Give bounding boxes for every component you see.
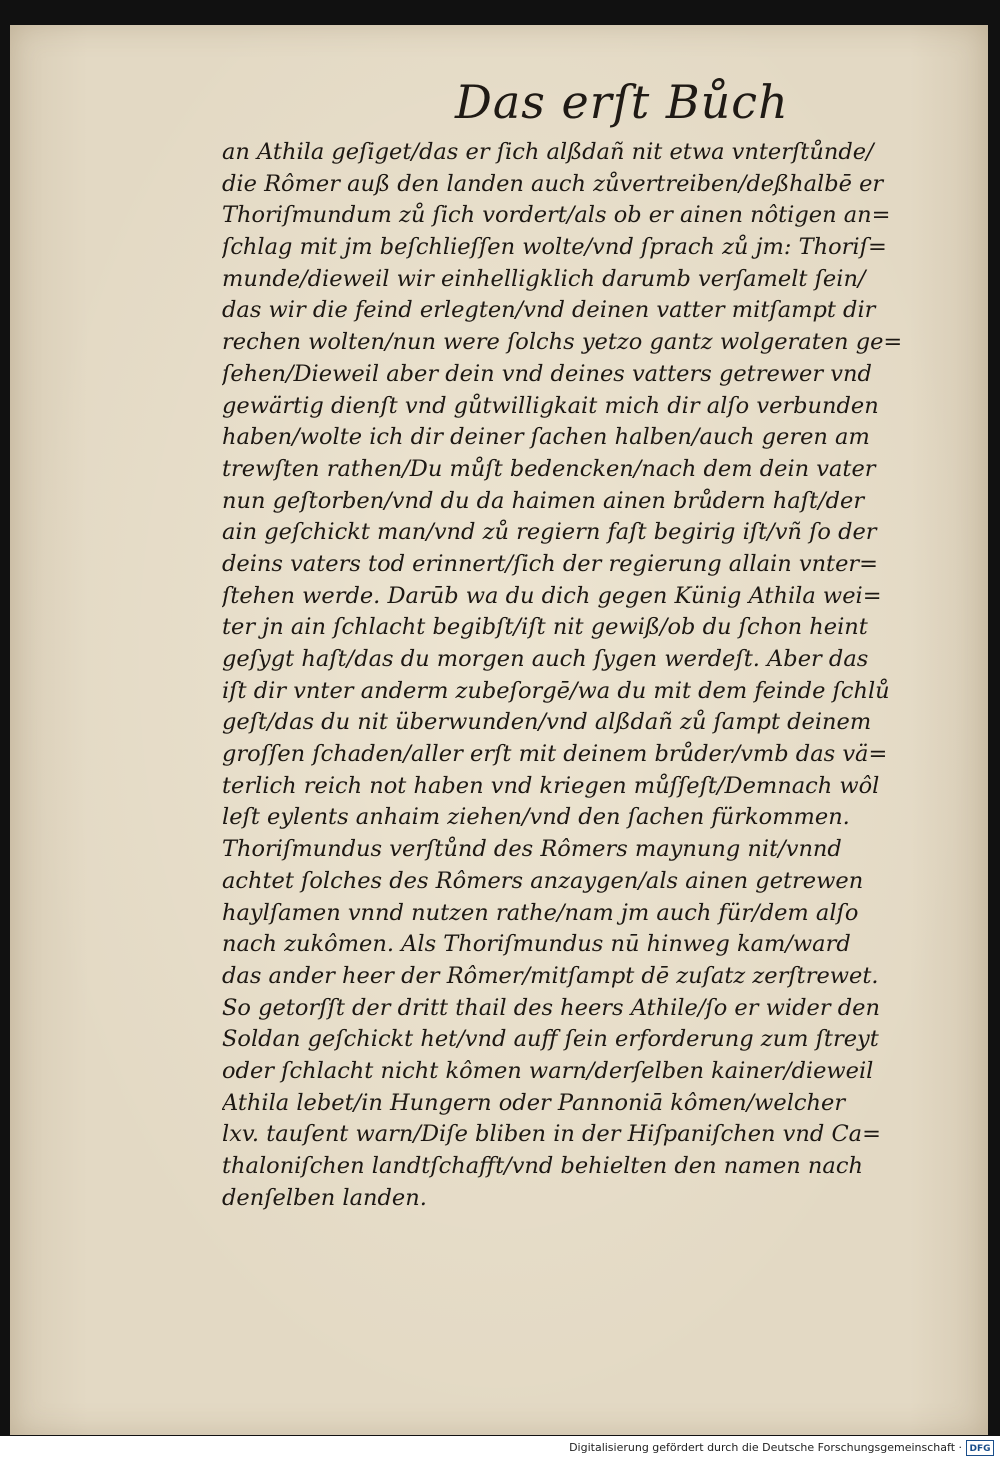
text-line: So getorſſt der dritt thail des heers Athile/ſo er wider den <box>222 994 880 1021</box>
text-line: haylſamen vnnd nutzen rathe/nam jm auch für/dem alſo <box>222 899 859 926</box>
text-line: Thoriſmundum zů ſich vordert/als ob er ainen nôtigen an= <box>222 202 891 229</box>
bleed-through-text <box>770 83 980 143</box>
text-line: an Athila geſiget/das er ſich alßdañ nit etwa vnterſtůnde/ <box>222 139 874 165</box>
text-line: nach zukômen. Als Thoriſmundus nū hinweg kam/ward <box>222 931 851 958</box>
text-line: denſelben landen. <box>222 1184 427 1211</box>
text-line: geſt/das du nit überwunden/vnd alßdañ zů ſampt deinem <box>222 709 872 736</box>
text-line: das wir die feind erlegten/vnd deinen vatter mitſampt dir <box>222 297 876 324</box>
text-line: das ander heer der Rômer/mitſampt dē zuſatz zerſtrewet. <box>222 962 879 989</box>
text-line: lxv. tauſent warn/Diſe bliben in der Hiſpaniſchen vnd Ca= <box>222 1121 881 1148</box>
text-line: nun geſtorben/vnd du da haimen ainen brůdern haſt/der <box>222 487 865 514</box>
text-line: ſchlag mit jm beſchlieſſen wolte/vnd ſprach zů jm: Thoriſ= <box>222 234 887 261</box>
text-line: ſtehen werde. Darūb wa du dich gegen Künig Athila wei= <box>222 582 882 609</box>
text-line: iſt dir vnter anderm zubeſorgē/wa du mit dem feinde ſchlů <box>222 677 890 704</box>
text-line: die Rômer auß den landen auch zůvertreiben/deßhalbē er <box>222 170 884 197</box>
text-line: munde/dieweil wir einhelligklich darumb verſamelt ſein/ <box>222 265 866 292</box>
text-line: leſt eylents anhaim ziehen/vnd den ſachen fürkommen. <box>222 804 850 831</box>
text-line: Thoriſmundus verſtůnd des Rômers maynung nit/vnnd <box>222 836 842 863</box>
text-block <box>222 137 952 1217</box>
text-line: achtet ſolches des Rômers anzaygen/als ainen getrewen <box>222 867 864 894</box>
text-line: ain geſchickt man/vnd zů regiern faſt begirig iſt/vñ ſo der <box>222 519 877 546</box>
text-line: ſehen/Dieweil aber dein vnd deines vatters getrewer vnd <box>222 360 872 387</box>
text-line: geſygt haſt/das du morgen auch ſygen werdeſt. Aber das <box>222 646 869 672</box>
funding-credit: Digitalisierung gefördert durch die Deutsche Forschungsgemeinschaft · <box>569 1441 962 1454</box>
text-line: Soldan geſchickt het/vnd auff ſein erforderung zum ſtreyt <box>222 1026 879 1053</box>
text-line: ter jn ain ſchlacht begibſt/iſt nit gewiß/ob du ſchon heint <box>222 614 868 641</box>
dfg-logo-icon: DFG <box>966 1440 994 1456</box>
text-line: Athila lebet/in Hungern oder Pannoniā kômen/welcher <box>222 1089 846 1116</box>
text-line: rechen wolten/nun were ſolchs yetzo gantz wolgeraten ge= <box>222 329 903 356</box>
text-line: terlich reich not haben vnd kriegen můſſeſt/Demnach wôl <box>222 772 880 799</box>
text-line: trewſten rathen/Du můſt bedencken/nach dem dein vater <box>222 455 876 482</box>
text-line: groſſen ſchaden/aller erſt mit deinem brůder/vmb das vä= <box>222 741 888 768</box>
text-line: thaloniſchen landtſchafft/vnd behielten den namen nach <box>222 1153 863 1179</box>
running-head: Das erſt Bůch <box>455 75 789 129</box>
footer-bar <box>0 1436 1000 1462</box>
text-line: gewärtig dienſt vnd gůtwilligkait mich dir alſo verbunden <box>222 392 879 419</box>
text-line: haben/wolte ich dir deiner ſachen halben/auch geren am <box>222 424 870 451</box>
text-line: deins vaters tod erinnert/ſich der regierung allain vnter= <box>222 550 879 577</box>
text-line: oder ſchlacht nicht kômen warn/derſelben kainer/dieweil <box>222 1057 874 1084</box>
